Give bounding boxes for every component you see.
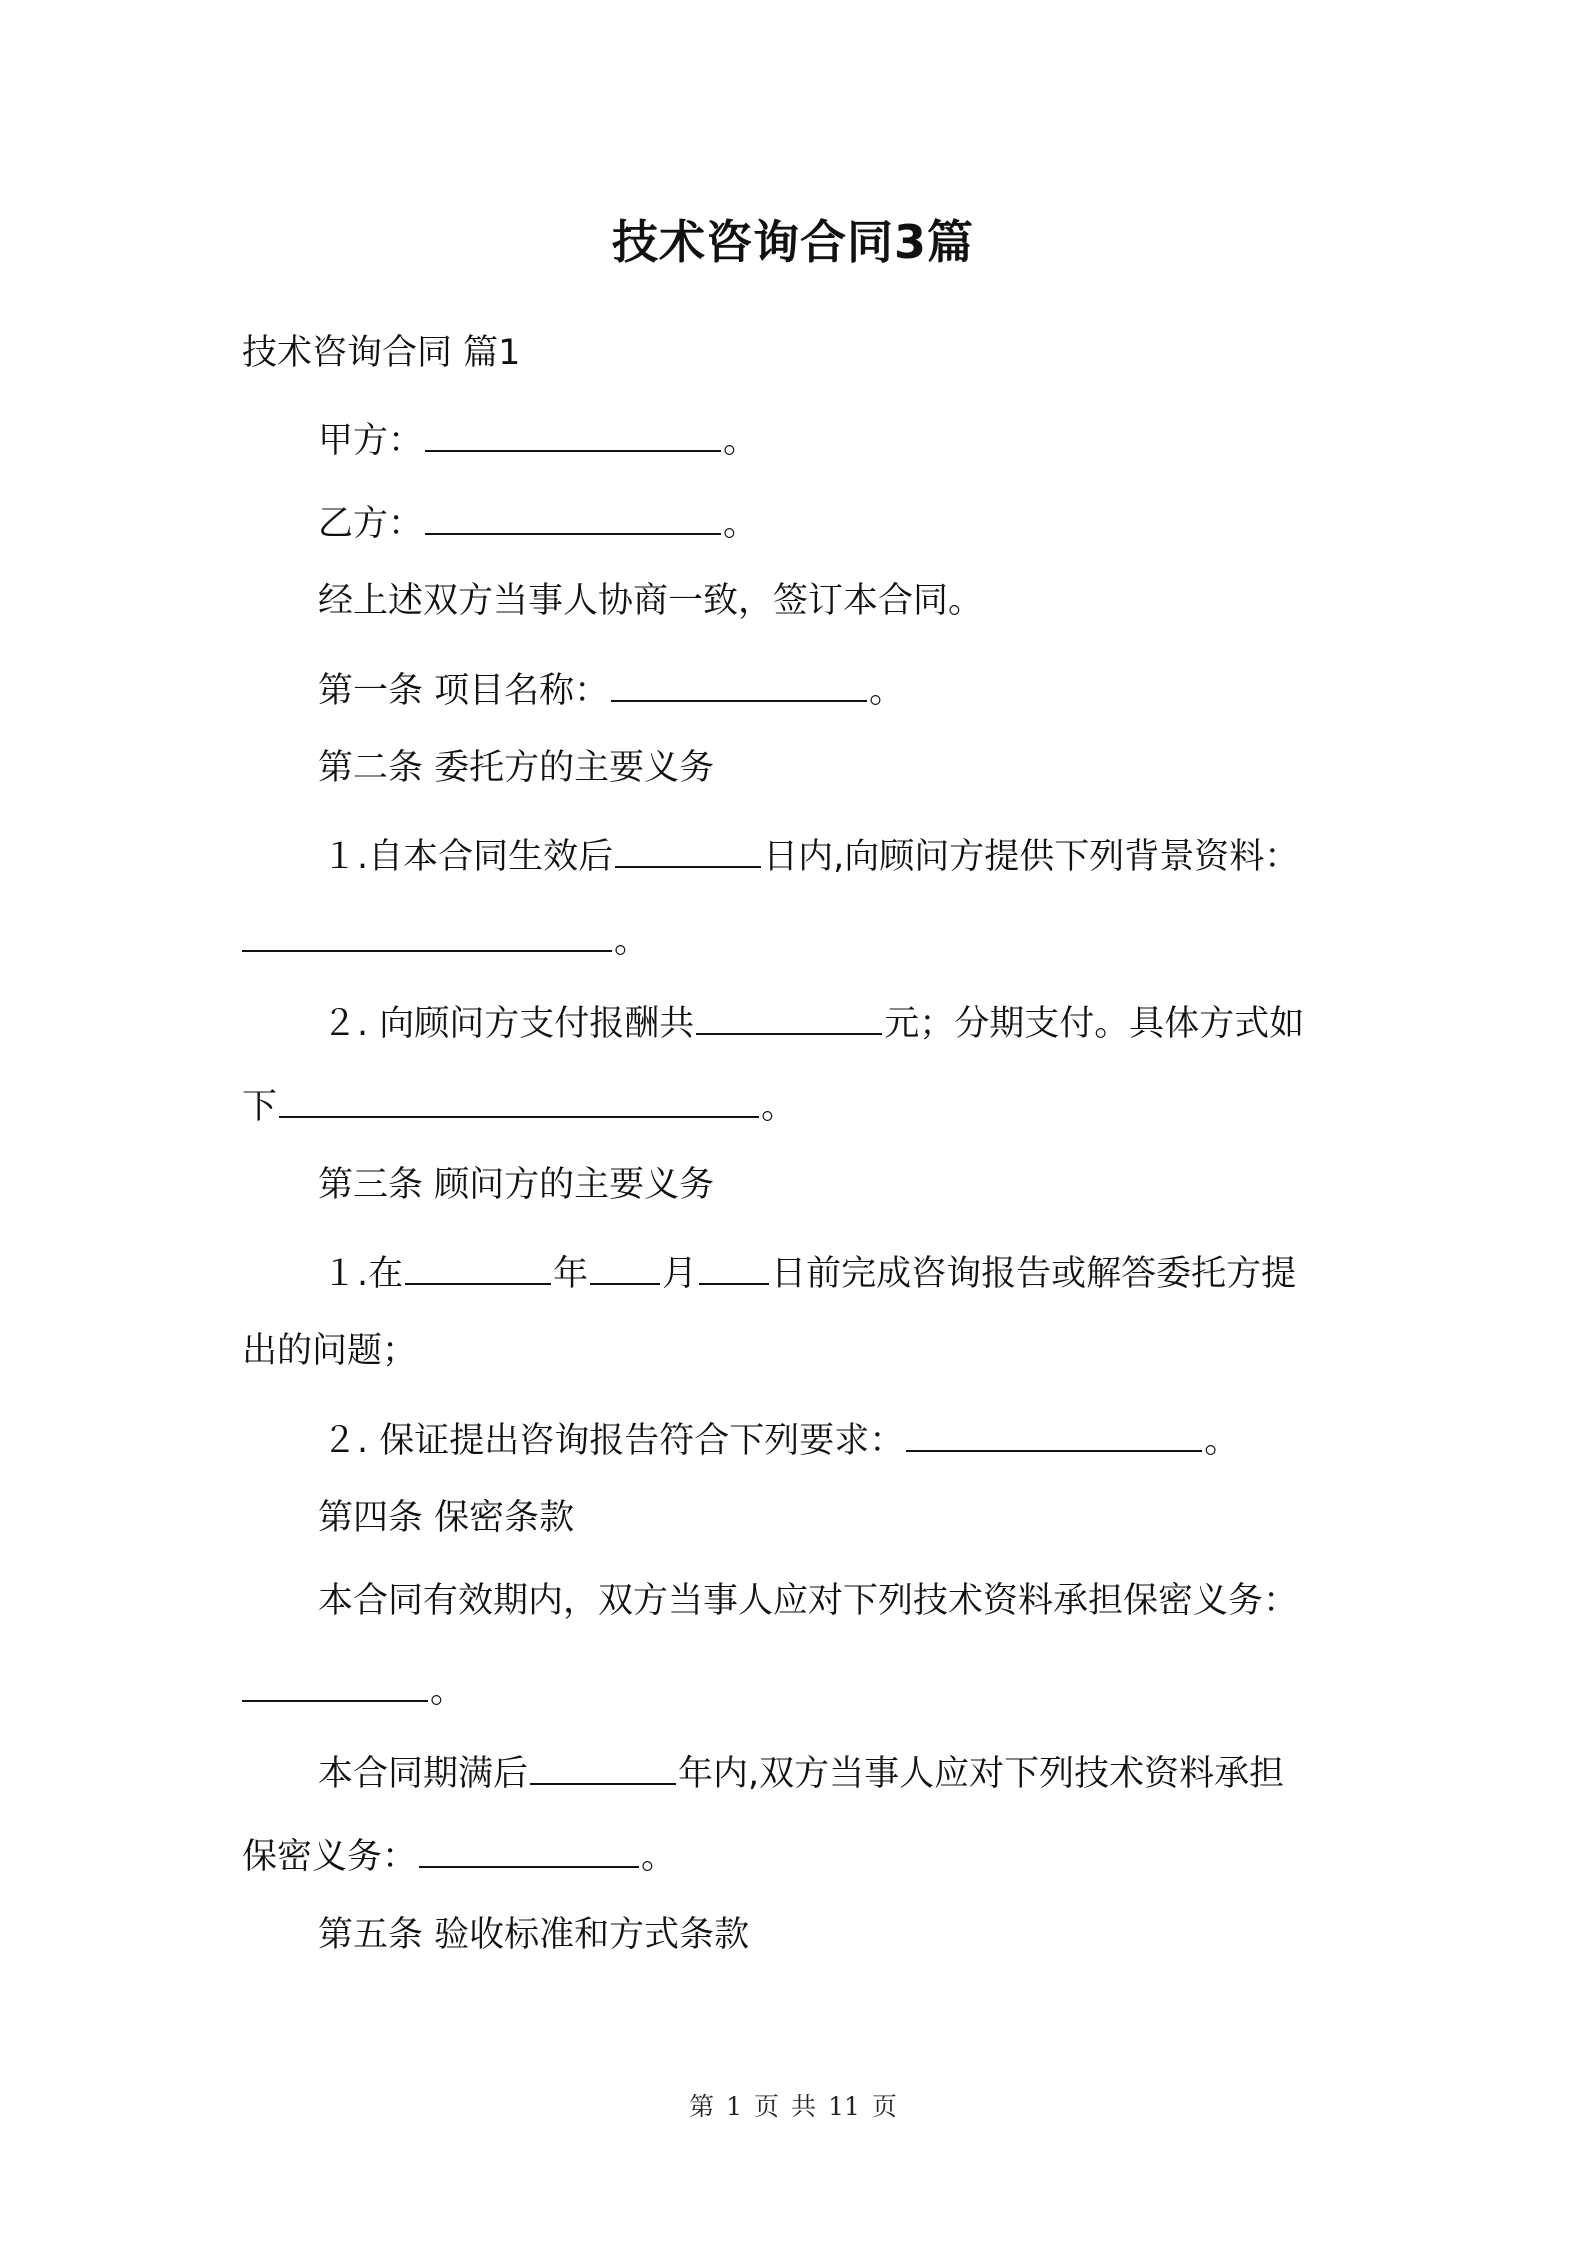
article-1-end: 。	[869, 671, 905, 711]
article-4-paragraph-2-cont	[242, 1828, 1352, 1880]
party-b-end: 。	[723, 504, 759, 544]
article-2-item-2-cont	[242, 1078, 1352, 1130]
article-2-item-2-text-b: 元；分期支付。具体方式如	[884, 1004, 1305, 1044]
party-b-label: 乙方：	[318, 504, 424, 544]
article-4-paragraph-1-cont	[242, 1662, 1352, 1714]
article-4-paragraph-2-end: 。	[641, 1837, 677, 1877]
section-subtitle: 技术咨询合同 篇1	[242, 333, 521, 373]
payment-method-blank[interactable]	[279, 1078, 759, 1118]
article-2-item-1-end: 。	[614, 921, 650, 961]
month-label: 月	[662, 1254, 698, 1294]
party-a-line	[242, 412, 1428, 464]
days-blank[interactable]	[615, 828, 761, 868]
article-4-paragraph-2-text-a: 本合同期满后	[318, 1754, 529, 1794]
article-4-title: 第四条 保密条款	[318, 1498, 575, 1538]
article-1-label: 第一条 项目名称：	[318, 671, 610, 711]
article-3-item-1-text-a: １.在	[322, 1254, 404, 1294]
article-3-item-1-text-d: 日前完成咨询报告或解答委托方提	[771, 1254, 1297, 1294]
article-2-item-2-end: 。	[761, 1087, 797, 1127]
article-2-item-1-cont	[242, 912, 1352, 964]
years-after-blank[interactable]	[530, 1745, 676, 1785]
article-2-item-2-text-a: ２. 向顾问方支付报酬共	[322, 1004, 695, 1044]
article-2-title: 第二条 委托方的主要义务	[318, 748, 715, 788]
party-b-line	[242, 495, 1428, 547]
footer-page-number: 1	[726, 2092, 743, 2121]
footer-page-prefix: 第	[689, 2092, 715, 2121]
article-3-item-2	[242, 1412, 1432, 1464]
article-4-paragraph-2-text-b: 年内,双方当事人应对下列技术资料承担	[678, 1754, 1285, 1794]
article-3-item-2-end: 。	[1204, 1421, 1240, 1461]
intro-paragraph: 经上述双方当事人协商一致，签订本合同。	[318, 581, 984, 621]
article-4-paragraph-2-text-c: 保密义务：	[242, 1837, 418, 1877]
report-requirements-blank[interactable]	[906, 1412, 1202, 1452]
article-3-item-2-text: ２. 保证提出咨询报告符合下列要求：	[322, 1421, 905, 1461]
confidential-materials-blank[interactable]	[242, 1662, 428, 1702]
article-3-item-1	[242, 1245, 1432, 1297]
footer-total-prefix: 共	[791, 2092, 817, 2121]
article-2-item-2-text-c: 下	[242, 1087, 278, 1127]
party-b-blank[interactable]	[425, 495, 721, 535]
background-materials-blank[interactable]	[242, 912, 612, 952]
document-title: 技术咨询合同3篇	[611, 215, 974, 269]
footer-page-suffix: 页	[754, 2092, 780, 2121]
article-1-line	[242, 662, 1428, 714]
year-blank[interactable]	[405, 1245, 551, 1285]
month-blank[interactable]	[590, 1245, 660, 1285]
article-4-paragraph-1: 本合同有效期内，双方当事人应对下列技术资料承担保密义务：	[318, 1581, 1299, 1621]
year-label: 年	[553, 1254, 589, 1294]
article-3-title: 第三条 顾问方的主要义务	[318, 1165, 715, 1205]
project-name-blank[interactable]	[611, 662, 867, 702]
article-4-paragraph-1-end: 。	[430, 1671, 466, 1711]
party-a-blank[interactable]	[425, 412, 721, 452]
article-2-item-1-text-a: １.自本合同生效后	[322, 837, 614, 877]
payment-amount-blank[interactable]	[696, 995, 882, 1035]
article-2-item-2	[242, 995, 1432, 1047]
page-footer	[0, 2090, 1586, 2124]
article-3-item-1-cont: 出的问题；	[242, 1331, 418, 1371]
article-5-title: 第五条 验收标准和方式条款	[318, 1915, 750, 1955]
party-a-label: 甲方：	[318, 421, 424, 461]
article-2-item-1	[242, 828, 1432, 880]
footer-total-suffix: 页	[871, 2092, 897, 2121]
article-4-paragraph-2	[242, 1745, 1428, 1797]
article-2-item-1-text-b: 日内,向顾问方提供下列背景资料：	[763, 837, 1300, 877]
party-a-end: 。	[723, 421, 759, 461]
footer-total-pages: 11	[828, 2092, 860, 2121]
post-term-materials-blank[interactable]	[419, 1828, 639, 1868]
day-blank[interactable]	[699, 1245, 769, 1285]
